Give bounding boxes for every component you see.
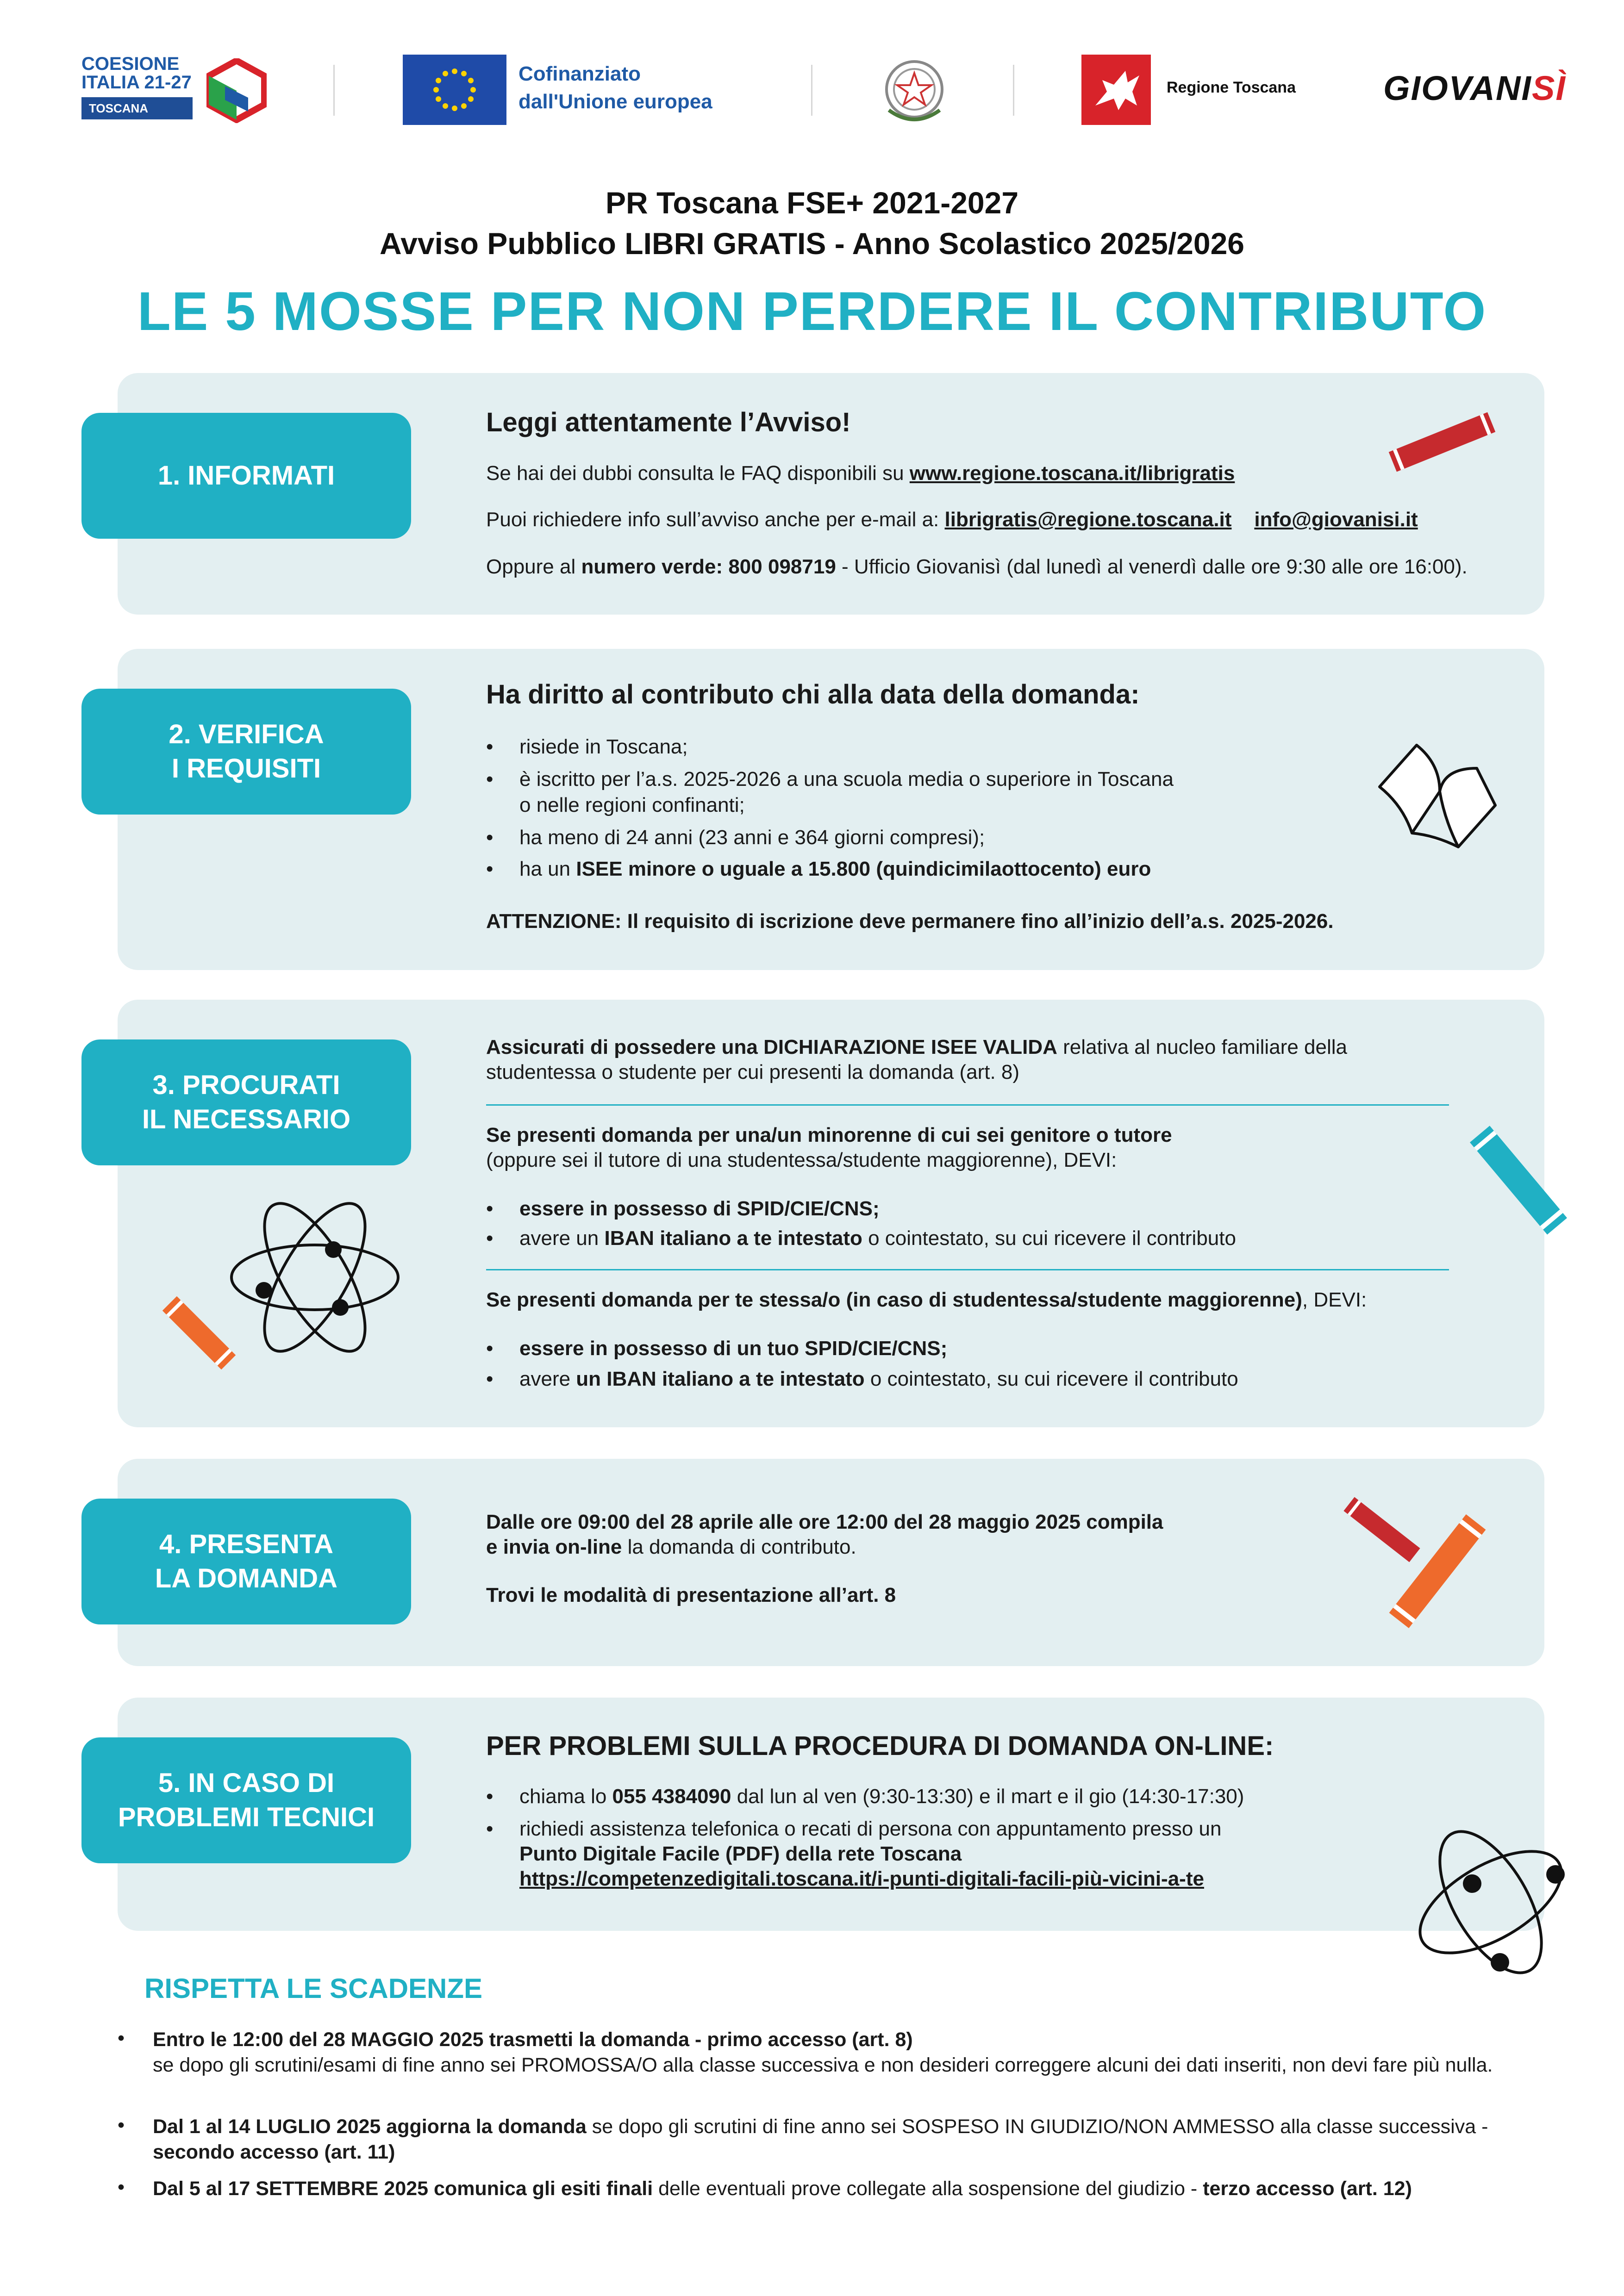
step3-isee — [486, 1035, 1347, 1060]
req-text: ha meno di 24 anni (23 anni e 364 giorni compresi); — [519, 826, 985, 849]
phone-number: 055 4384090 — [612, 1785, 731, 1808]
giovanisi-logo — [1383, 68, 1566, 108]
nv-number: numero verde: 800 098719 — [581, 555, 836, 578]
req-text — [519, 1366, 1238, 1392]
avviso-title: Avviso Pubblico LIBRI GRATIS - Anno Scolastico 2025/2026 — [379, 226, 1244, 261]
atom-large-icon — [1403, 1805, 1579, 1999]
scadenze-title: RISPETTA LE SCADENZE — [144, 1973, 483, 2004]
step3-label-line2: IL NECESSARIO — [142, 1104, 351, 1134]
isee-text: relativa al nucleo familiare della — [1057, 1036, 1347, 1058]
step4-dates: Dalle ore 09:00 del 28 aprile alle ore 12:00 del 28 maggio 2025 compila — [486, 1511, 1163, 1533]
step5-label — [81, 1737, 411, 1863]
step3-minorenne-line2: (oppure sei il tutore di una studentessa/studente maggiorenne), DEVI: — [486, 1149, 1117, 1171]
help-text: richiedi assistenza telefonica o recati di persona con appuntamento presso un — [519, 1817, 1222, 1840]
step2-label-line1: 2. VERIFICA — [169, 719, 324, 749]
help-text — [519, 1784, 1244, 1810]
step2-label — [81, 689, 411, 815]
iban-text1: avere — [519, 1368, 576, 1390]
magg-text: , DEVI: — [1302, 1288, 1367, 1311]
nv-text2: - Ufficio Giovanisì (dal lunedì al venerdì dalle ore 9:30 alle ore 16:00). — [836, 555, 1468, 578]
faq-link[interactable]: www.regione.toscana.it/librigratis — [909, 462, 1235, 485]
call-text1: chiama lo — [519, 1785, 612, 1808]
teal-pencil-icon — [1458, 1111, 1579, 1250]
step3-isee-line2: studentessa o studente per cui presenti la domanda (art. 8) — [486, 1061, 1020, 1083]
eu-line2: dall'Unione europea — [518, 90, 712, 113]
eu-cofinanziato-text — [518, 60, 712, 116]
bullet: • — [118, 2114, 125, 2136]
req-text — [519, 1226, 1236, 1251]
magg-bold: Se presenti domanda per te stessa/o (in caso di studentessa/studente maggiorenne) — [486, 1288, 1302, 1311]
page-title: LE 5 MOSSE PER NON PERDERE IL CONTRIBUTO — [137, 281, 1487, 342]
divider — [486, 1269, 1449, 1270]
email-link-giovanisi[interactable]: info@giovanisi.it — [1254, 508, 1418, 531]
scadenza-2 — [153, 2114, 1518, 2165]
iban-text2: o cointestato, su cui ricevere il contributo — [864, 1368, 1238, 1390]
coesione-badge: TOSCANA — [81, 97, 193, 119]
nv-text1: Oppure al — [486, 555, 581, 578]
regione-toscana-pegasus-icon — [1081, 55, 1151, 125]
step3-label-line1: 3. PROCURATI — [152, 1070, 340, 1100]
faq-text: Se hai dei dubbi consulta le FAQ disponibili su — [486, 462, 910, 485]
orange-pencil-large-icon — [1384, 1504, 1491, 1638]
invia-bold: e invia on-line — [486, 1536, 622, 1558]
step4-modalita: Trovi le modalità di presentazione all’art. 8 — [486, 1584, 896, 1606]
regione-toscana-text: Regione Toscana — [1167, 79, 1296, 96]
open-book-icon — [1370, 736, 1505, 852]
bullet: • — [118, 2176, 125, 2198]
coesione-line1: COESIONE — [81, 54, 180, 74]
req-text: risiede in Toscana; — [519, 735, 688, 758]
email-link-libri[interactable]: librigratis@regione.toscana.it — [944, 508, 1232, 531]
step1-heading: Leggi attentamente l’Avviso! — [486, 407, 851, 437]
step5-heading: PER PROBLEMI SULLA PROCEDURA DI DOMANDA ON-LINE: — [486, 1731, 1274, 1761]
scadenza-3-bold2: terzo accesso (art. 12) — [1203, 2178, 1412, 2200]
eu-flag-icon — [403, 55, 506, 125]
step1-email — [486, 507, 1418, 532]
req-text: o nelle regioni confinanti; — [519, 794, 745, 816]
coesione-italia-logo — [81, 55, 267, 129]
scadenza-3-text: delle eventuali prove collegate alla sospensione del giudizio - — [653, 2178, 1203, 2200]
orange-pencil-icon — [153, 1287, 245, 1379]
program-title: PR Toscana FSE+ 2021-2027 — [605, 186, 1019, 220]
step4-label-line2: LA DOMANDA — [155, 1563, 338, 1593]
iban-bold: un IBAN italiano a te intestato — [576, 1368, 865, 1390]
pdf-name: Punto Digitale Facile (PDF) della rete Toscana — [519, 1842, 962, 1865]
step4-dates-line2 — [486, 1535, 856, 1560]
step2-label-line2: I REQUISITI — [171, 753, 321, 784]
req-text — [519, 856, 1151, 882]
step5-label-line1: 5. IN CASO DI — [158, 1768, 335, 1798]
scadenza-1-text: se dopo gli scrutini/esami di fine anno sei PROMOSSA/O alla classe successiva e non desideri correggere alcuni dei dati inseriti, non devi fare più nulla. — [153, 2054, 1493, 2076]
step1-label — [81, 413, 411, 539]
coesione-cube-icon — [206, 58, 267, 123]
step2-attention: ATTENZIONE: Il requisito di iscrizione deve permanere fino all’inizio dell’a.s. 2025-2026. — [486, 910, 1334, 933]
divider — [486, 1104, 1449, 1106]
isee-text: ha un — [519, 858, 576, 880]
step4-label — [81, 1499, 411, 1624]
isee-bold: Assicurati di possedere una DICHIARAZIONE ISEE VALIDA — [486, 1036, 1057, 1058]
giovani-text: GIOVANI — [1383, 69, 1532, 107]
step3-maggiorenne — [486, 1288, 1367, 1313]
step4-label-line1: 4. PRESENTA — [159, 1529, 333, 1559]
req-text: essere in possesso di un tuo SPID/CIE/CNS; — [519, 1337, 948, 1360]
step1-faq — [486, 461, 1235, 486]
email-text: Puoi richiedere info sull’avviso anche per e-mail a: — [486, 508, 945, 531]
bullet: • — [118, 2027, 125, 2049]
pdf-link[interactable]: https://competenzedigitali.toscana.it/i-punti-digitali-facili-più-vicini-a-te — [519, 1867, 1204, 1890]
coesione-line2: ITALIA 21-27 — [81, 72, 192, 93]
atom-icon — [222, 1199, 407, 1356]
header-divider — [811, 65, 812, 116]
iban-bold: IBAN italiano a te intestato — [604, 1227, 862, 1250]
isee-bold: ISEE minore o uguale a 15.800 (quindicimilaottocento) euro — [576, 858, 1151, 880]
step3-minorenne: Se presenti domanda per una/un minorenne di cui sei genitore o tutore — [486, 1124, 1172, 1146]
call-text2: dal lun al ven (9:30-13:30) e il mart e il gio (14:30-17:30) — [731, 1785, 1244, 1808]
iban-text2: o cointestato, su cui ricevere il contributo — [862, 1227, 1236, 1250]
header-divider — [1013, 65, 1014, 116]
header-divider — [333, 65, 335, 116]
scadenza-2-text: se dopo gli scrutini di fine anno sei SOSPESO IN GIUDIZIO/NON AMMESSO alla classe successiva - — [586, 2116, 1488, 2138]
red-pencil-icon — [1384, 403, 1500, 481]
step5-label-line2: PROBLEMI TECNICI — [118, 1802, 375, 1832]
step3-label — [81, 1039, 411, 1165]
step1-numero-verde — [486, 554, 1468, 579]
req-text: è iscritto per l’a.s. 2025-2026 a una scuola media o superiore in Toscana — [519, 768, 1174, 790]
scadenza-1 — [153, 2027, 1518, 2078]
scadenza-1-bold: Entro le 12:00 del 28 MAGGIO 2025 trasmetti la domanda - primo accesso (art. 8) — [153, 2028, 913, 2051]
scadenza-3 — [153, 2176, 1518, 2202]
step1-label-line1: 1. INFORMATI — [157, 460, 335, 491]
iban-text1: avere un — [519, 1227, 605, 1250]
step2-heading: Ha diritto al contributo chi alla data della domanda: — [486, 679, 1140, 709]
scadenza-2-bold2: secondo accesso (art. 11) — [153, 2141, 395, 2163]
scadenza-3-bold: Dal 5 al 17 SETTEMBRE 2025 comunica gli esiti finali — [153, 2178, 653, 2200]
invia-text: la domanda di contributo. — [622, 1536, 856, 1558]
italian-emblem-icon — [880, 55, 949, 129]
giovani-si-text: SÌ — [1531, 69, 1566, 107]
scadenza-2-bold: Dal 1 al 14 LUGLIO 2025 aggiorna la domanda — [153, 2116, 587, 2138]
eu-line1: Cofinanziato — [518, 62, 641, 85]
req-text: essere in possesso di SPID/CIE/CNS; — [519, 1197, 880, 1220]
